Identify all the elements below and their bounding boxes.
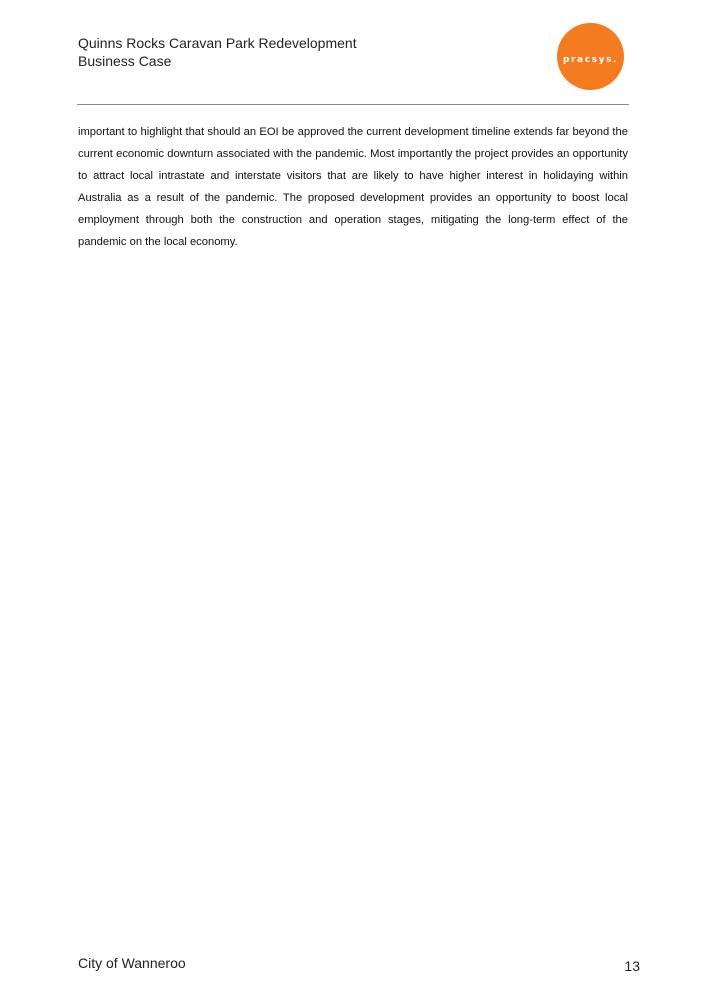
body-paragraph: important to highlight that should an EOI be approved the current development timeline extends far beyond the current economic downturn associated with the pandemic. Most importantly the project provides an opportunity to attract local intrastate and interstate visitors that are likely to have higher interest in holidaying within Australia as a result of the pandemic. The proposed development provides an opportunity to boost local employment through both the construction and operation stages, mitigating the long-term effect of the pandemic on the local economy. (78, 126, 628, 248)
header-divider (77, 104, 629, 105)
pracsys-logo (557, 23, 624, 90)
logo-text: pracsys. (562, 55, 619, 65)
page-number: 13 (624, 958, 640, 974)
footer-organisation: City of Wanneroo (78, 955, 186, 971)
document-header-title (78, 34, 357, 70)
header-title-line-2: Business Case (78, 53, 172, 69)
header-title-line-1: Quinns Rocks Caravan Park Redevelopment (78, 35, 357, 51)
